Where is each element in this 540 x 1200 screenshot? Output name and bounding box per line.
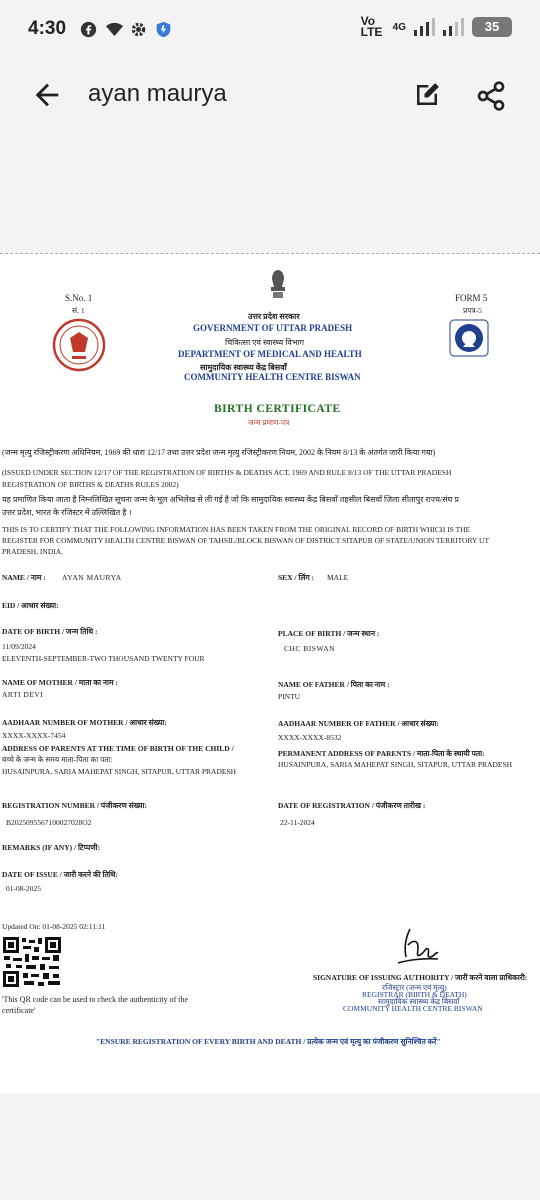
share-icon[interactable] [475,80,507,112]
registrar-title: REGISTRAR (BIRTH & DEATH) [362,990,467,999]
app-bar [0,62,540,126]
certificate-page [0,253,540,1093]
edit-icon[interactable] [412,80,442,110]
department-hi: चिकित्सा एवं स्वास्थ्य विभाग [225,338,305,347]
address-birth-label-1: ADDRESS OF PARENTS AT THE TIME OF BIRTH OF THE CHILD / [2,744,234,753]
certify-hi-1: यह प्रमाणित किया जाता है निम्नलिखित सूचना जन्म के मूल अभिलेख से ली गई है जो कि सामुदायिक स्वास्थ्य केंद्र बिसवाँ तहसील बिसवाँ जिला सीतापुर राज्य/संघ प्र [2,495,459,504]
dob-label: DATE OF BIRTH / जन्म तिथि : [2,627,98,636]
form-number-hi: प्रपत्र-5 [463,306,482,315]
signal-icon-2 [443,18,464,36]
status-bar [0,0,540,62]
qr-code-icon [2,936,62,993]
status-time: 4:30 [28,18,67,39]
network-type: 4G [392,21,406,33]
registrar-chc-hi: सामुदायिक स्वास्थ्य केंद्र बिसवाँ [378,997,460,1006]
sex-value: MALE [327,573,349,582]
qr-note-2: certificate' [2,1006,36,1015]
department-name: DEPARTMENT OF MEDICAL AND HEALTH [178,349,362,359]
certificate-title: BIRTH CERTIFICATE [214,403,341,415]
reg-date-label: DATE OF REGISTRATION / पंजीकरण तारीख : [278,801,426,810]
aadhaar-father-label: AADHAAR NUMBER OF FATHER / आधार संख्या: [278,719,439,728]
dob-words: ELEVENTH-SEPTEMBER-TWO THOUSAND TWENTY FOUR [2,654,205,663]
certificate-title-hi: जन्म प्रमाण-पत्र [248,418,290,427]
address-birth-value: HUSAINPURA, SARIA MAHEPAT SINGH, SITAPUR, UTTAR PRADESH [2,767,237,776]
chc-hi: सामुदायिक स्वास्थ्य केंद्र बिसवाँ [200,363,287,372]
document-title: ayan maurya [88,80,227,107]
registrar-chc: COMMUNITY HEALTH CENTRE BISWAN [343,1004,483,1013]
reg-number-value: B2025095567100027028O2 [6,818,92,827]
name-label: NAME / नाम : [2,573,46,582]
mother-label: NAME OF MOTHER / माता का नाम : [2,678,118,687]
battery-icon: 35 [472,17,512,37]
reg-date-value: 22-11-2024 [280,818,315,827]
settings-icon [130,21,147,38]
issued-under-en-1: (ISSUED UNDER SECTION 12/17 OF THE REGISTRATION OF BIRTHS & DEATHS ACT, 1969 AND RULE 8/13 OF THE UTTAR PRADESH [2,468,452,477]
father-value: PINTU [278,692,301,701]
issued-under-en-2: REGISTRATION OF BIRTHS & DEATHS RULES 2002) [2,480,179,489]
volte-label: Vo LTE [360,14,383,39]
status-right [361,16,512,38]
chc-name: COMMUNITY HEALTH CENTRE BISWAN [184,372,361,382]
certify-en-1: THIS IS TO CERTIFY THAT THE FOLLOWING INFORMATION HAS BEEN TAKEN FROM THE ORIGINAL RECORD OF BIRTH WHICH IS THE [2,525,471,534]
form-number: FORM 5 [455,293,488,303]
certify-en-2: REGISTER FOR COMMUNITY HEALTH CENTRE BISWAN OF TAHSIL/BLOCK BISWAN OF DISTRICT SITAPUR OF STATE/UNION TERRITORY UT [2,536,490,545]
state-hi: उत्तर प्रदेश सरकार [248,312,300,321]
aadhaar-mother-label: AADHAAR NUMBER OF MOTHER / आधार संख्या: [2,718,167,727]
ashoka-emblem-icon [266,267,290,306]
certify-en-3: PRADESH, INDIA. [2,547,64,556]
issue-date-value: 01-08-2025 [6,884,41,893]
qr-note-1: 'This QR code can be used to check the authenticity of the [2,995,189,1004]
eid-label: EID / आधार संख्या: [2,601,59,610]
registrar-hi: रजिस्ट्रार (जन्म एवं मृत्यु) [382,983,447,992]
perm-address-label: PERMANENT ADDRESS OF PARENTS / माता-पिता के स्थायी पता: [278,749,485,758]
aadhaar-father-value: XXXX-XXXX-8532 [278,733,342,742]
name-value: AYAN MAURYA [62,573,122,582]
shield-icon [155,21,172,38]
arrow-left-icon[interactable] [30,78,64,112]
remarks-label: REMARKS (IF ANY) / टिप्पणी: [2,843,101,852]
mother-value: ARTI DEVI [2,690,44,699]
father-label: NAME OF FATHER / पिता का नाम : [278,680,390,689]
viewer-background [0,1093,540,1200]
reg-number-label: REGISTRATION NUMBER / पंजीकरण संख्या: [2,801,147,810]
updated-on: Updated On: 01-08-2025 02:11:11 [2,922,106,931]
address-birth-label-2: बच्चे के जन्म के समय माता-पिता का पता: [2,755,113,764]
aadhaar-mother-value: XXXX-XXXX-7454 [2,731,66,740]
up-emblem-icon [52,318,106,377]
wifi-icon [105,21,122,38]
perm-address-value: HUSAINPURA, SARIA MAHEPAT SINGH, SITAPUR, UTTAR PRADESH [278,760,513,769]
signal-icon [414,18,435,36]
footer-slogan: "ENSURE REGISTRATION OF EVERY BIRTH AND DEATH / प्रत्येक जन्म एवं मृत्यु का पंजीकरण सुनिश्चित करें" [96,1037,441,1046]
certify-hi-2: उत्तर प्रदेश, भारत के रजिस्टर में उल्लिखित है । [2,508,132,517]
serial-number-hi: सं. 1 [72,306,85,315]
government-name: GOVERNMENT OF UTTAR PRADESH [193,323,353,333]
issued-under-hi: (जन्म मृत्यु रजिस्ट्रीकरण अधिनियम, 1969 की धारा 12/17 तथा उत्तर प्रदेश जन्म मृत्यु रजिस्ट्रीकरण नियम, 2002 के नियम 8/13 के अंतर्गत जारी किया गया) [2,448,436,457]
signature-label: SIGNATURE OF ISSUING AUTHORITY / जारी करने वाला प्राधिकारी: [313,973,528,982]
pob-label: PLACE OF BIRTH / जन्म स्थान : [278,629,380,638]
signature-icon [392,923,442,974]
status-icons [80,21,172,38]
sex-label: SEX / लिंग : [278,573,315,582]
issue-date-label: DATE OF ISSUE / जारी करने की तिथि: [2,870,118,879]
serial-number: S.No. 1 [65,293,93,303]
form-logo-icon [449,319,489,362]
facebook-icon [80,21,97,38]
dob-value: 11/09/2024 [2,642,36,651]
page-border [0,253,540,254]
pob-value: CHC BISWAN [284,644,336,653]
